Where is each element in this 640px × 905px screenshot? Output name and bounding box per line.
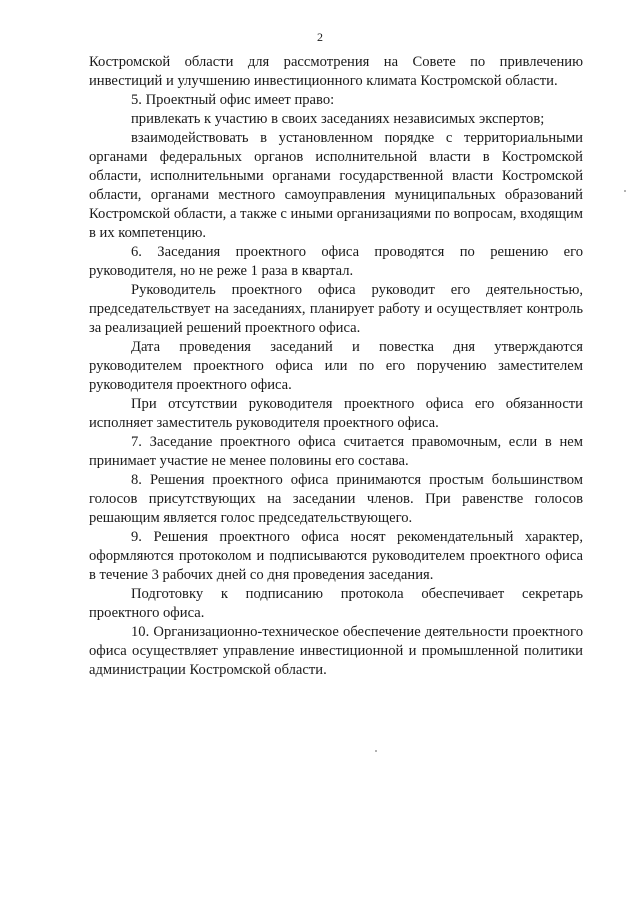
paragraph-meeting-date: Дата проведения заседаний и повестка дня утверждаются руководителем проектного офиса или по его поручению заместителем руководителя проектного офиса. bbox=[89, 339, 583, 393]
paragraph-item-8: 8. Решения проектного офиса принимаются простым большинством голосов присутствующих на заседании членов. При равенстве голосов решающим является голос председательствующего. bbox=[89, 472, 583, 526]
paragraph-item-5-right-2: взаимодействовать в установленном порядке с территориальными органами федеральных органов исполнительной власти в Костромской области, исполнительными органами государственной власти Костромской области, органами местного самоуправления муниципальных образований Костромской области, а также с иными организациями по вопросам, входящим в их компетенцию. bbox=[89, 130, 583, 241]
paragraph-continuation: Костромской области для рассмотрения на Совете по привлечению инвестиций и улучшению инвестиционного климата Костромской области. bbox=[89, 54, 583, 89]
paragraph-deputy: При отсутствии руководителя проектного офиса его обязанности исполняет заместитель руководителя проектного офиса. bbox=[89, 396, 583, 431]
paragraph-item-6: 6. Заседания проектного офиса проводятся по решению его руководителя, но не реже 1 раза в квартал. bbox=[89, 244, 583, 279]
paragraph-item-10: 10. Организационно-техническое обеспечение деятельности проектного офиса осуществляет управление инвестиционной и промышленной политики администрации Костромской области. bbox=[89, 624, 583, 678]
scan-speck bbox=[624, 190, 626, 192]
paragraph-item-5: 5. Проектный офис имеет право: bbox=[131, 92, 335, 108]
document-body bbox=[89, 53, 583, 680]
paragraph-head-duties: Руководитель проектного офиса руководит его деятельностью, председательствует на заседаниях, планирует работу и осуществляет контроль за реализацией решений проектного офиса. bbox=[89, 282, 583, 336]
paragraph-item-7: 7. Заседание проектного офиса считается правомочным, если в нем принимает участие не менее половины его состава. bbox=[89, 434, 583, 469]
paragraph-item-9: 9. Решения проектного офиса носят рекомендательный характер, оформляются протоколом и подписываются руководителем проектного офиса в течение 3 рабочих дней со дня проведения заседания. bbox=[89, 529, 583, 583]
scan-speck bbox=[375, 750, 377, 752]
page-number: 2 bbox=[317, 30, 323, 44]
paragraph-item-5-right-1: привлекать к участию в своих заседаниях независимых экспертов; bbox=[131, 111, 545, 127]
paragraph-secretary: Подготовку к подписанию протокола обеспечивает секретарь проектного офиса. bbox=[89, 586, 583, 621]
